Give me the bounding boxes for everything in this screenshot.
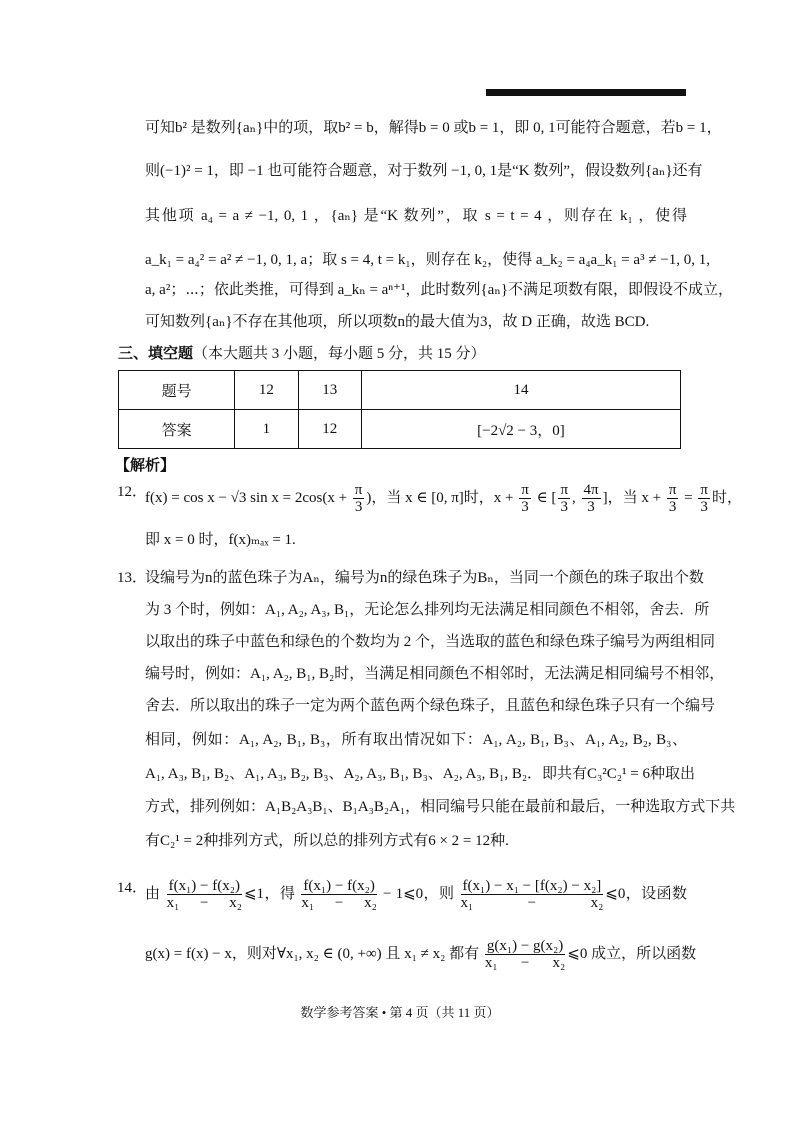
fraction: [353, 482, 365, 515]
q14-line: [145, 878, 687, 911]
analysis-label: 【解析】: [115, 458, 176, 474]
fraction: [485, 938, 565, 971]
numerator: f(x₁) − f(x₂): [303, 878, 375, 894]
table-row: [119, 410, 681, 449]
denominator: 3: [587, 499, 595, 515]
fraction: [667, 482, 679, 515]
q13-line: 以取出的珠子中蓝色和绿色的个数均为 2 个，当选取的蓝色和绿色珠子编号为两组相同: [145, 634, 716, 650]
math-text: g(x) = f(x) − x，则对∀x₁, x₂ ∈ (0, +∞) 且 x₁ ≠ x₂ 都有: [145, 945, 483, 962]
numerator: f(x₁) − f(x₂): [168, 878, 240, 894]
math-text: )，当 x ∈ [0, π]时，x +: [366, 489, 518, 506]
table-cell: 12: [298, 410, 361, 449]
q13-line: 方式，排列例如：A₁B₂A₃B₁、B₁A₃B₂A₁，相同编号只能在最前和最后，一种选取方式下共: [145, 799, 736, 815]
q13-line: 相同，例如：A₁, A₂, B₁, B₃，所有取出情况如下：A₁, A₂, B₁, B₃、A₁, A₂, B₂, B₃、: [145, 732, 687, 748]
math-text: =: [680, 489, 697, 506]
q13-line: 编号时，例如：A₁, A₂, B₁, B₂时，当满足相同颜色不相邻时，无法满足相同编号不相邻，: [145, 666, 725, 682]
fraction: [582, 482, 601, 515]
denominator: 3: [521, 499, 529, 515]
paragraph-line: 其他项 a₄ = a ≠ −1, 0, 1 ，{aₙ} 是“K 数列”，取 s = t = 4 ，则存在 k₁ ，使得: [145, 208, 687, 224]
paragraph-line: 可知b² 是数列{aₙ}中的项，取b² = b，解得b = 0 或b = 1，即 0, 1可能符合题意，若b = 1，: [145, 120, 722, 136]
numerator: 4π: [583, 482, 599, 498]
question-number: 14．: [117, 880, 148, 896]
denominator: x₁ − x₂: [484, 955, 566, 971]
fraction: [301, 878, 376, 911]
q12-line: 即 x = 0 时，f(x)ₘₐₓ = 1.: [145, 532, 296, 548]
numerator: g(x₁) − g(x₂): [486, 938, 564, 954]
section-note: （本大题共 3 小题，每小题 5 分，共 15 分）: [193, 346, 486, 362]
denominator: 3: [560, 499, 568, 515]
section-heading: [118, 342, 486, 363]
table-cell: [−2√2 − 3，0]: [361, 410, 680, 449]
math-text: ⩽0 成立，所以函数: [567, 945, 697, 962]
math-text: 由: [145, 885, 165, 902]
math-text: ]，当 x +: [602, 489, 665, 506]
math-text: ,: [572, 489, 580, 506]
header-bar: [486, 89, 686, 96]
q13-line: 为 3 个时，例如：A₁, A₂, A₃, B₁，无论怎么排列均无法满足相同颜色不相邻，舍去．所: [145, 602, 710, 618]
fraction: [461, 878, 604, 911]
math-text: ⩽1，得: [243, 885, 300, 902]
paragraph-line: 可知数列{aₙ}不存在其他项，所以项数n的最大值为3，故 D 正确，故选 BCD.: [145, 314, 650, 330]
numerator: π: [560, 482, 569, 498]
question-number: 12．: [117, 484, 148, 500]
paragraph-line: 则(−1)² = 1，即 −1 也可能符合题意，对于数列 −1, 0, 1是“K 数列”，假设数列{aₙ}还有: [145, 163, 703, 179]
math-text: 时，: [711, 489, 742, 506]
denominator: x₁ − x₂: [301, 895, 377, 911]
numerator: f(x₁) − x₁ − [f(x₂) − x₂]: [462, 878, 602, 894]
denominator: 3: [354, 499, 363, 515]
fraction: [167, 878, 242, 911]
page-footer: 数学参考答案 • 第 4 页（共 11 页）: [300, 1005, 500, 1020]
q13-line: 有C₂¹ = 2种排列方式，所以总的排列方式有6 × 2 = 12种.: [145, 833, 509, 849]
numerator: π: [700, 482, 708, 498]
table-cell: 12: [235, 371, 298, 410]
q14-line: [145, 938, 697, 971]
denominator: 3: [668, 499, 677, 515]
denominator: x₁ − x₂: [460, 895, 604, 911]
table-cell: 题号: [119, 371, 235, 410]
table-cell: 1: [235, 410, 298, 449]
fraction: [698, 482, 710, 515]
q13-line: 舍去．所以取出的珠子一定为两个蓝色两个绿色珠子，且蓝色和绿色珠子只有一个编号: [145, 698, 716, 714]
numerator: π: [521, 482, 529, 498]
answer-table: [118, 370, 681, 449]
table-cell: 答案: [119, 410, 235, 449]
q13-line: A₁, A₃, B₁, B₂、A₁, A₃, B₂, B₃、A₂, A₃, B₁, B₃、A₂, A₃, B₁, B₂．即共有C₃²C₂¹ = 6种取出: [145, 766, 695, 782]
numerator: π: [668, 482, 677, 498]
section-title: 三、填空题: [118, 346, 194, 362]
paragraph-line: a_k₁ = a₄² = a² ≠ −1, 0, 1, a；取 s = 4, t = k₁，则存在 k₂，使得 a_k₂ = a₄a_k₁ = a³ ≠ −1, 0, 1,: [145, 252, 711, 268]
math-text: ∈ [: [532, 489, 557, 506]
math-text: − 1⩽0，则: [378, 885, 459, 902]
table-cell: 13: [298, 371, 361, 410]
q12-line: [145, 482, 742, 515]
table-row: [119, 371, 681, 410]
table-cell: 14: [361, 371, 680, 410]
math-text: f(x) = cos x − √3 sin x = 2cos(x +: [145, 489, 351, 506]
math-text: ⩽0，设函数: [605, 885, 687, 902]
denominator: 3: [700, 499, 708, 515]
paragraph-line: a, a²；⋯；依此类推，可得到 a_kₙ = aⁿ⁺¹，此时数列{aₙ}不满足项数有限，即假设不成立，: [145, 282, 734, 298]
fraction: [519, 482, 531, 515]
denominator: x₁ − x₂: [166, 895, 242, 911]
fraction: [558, 482, 570, 515]
question-number: 13．: [117, 570, 148, 586]
q13-line: 设编号为n的蓝色珠子为Aₙ，编号为n的绿色珠子为Bₙ，当同一个颜色的珠子取出个数: [145, 570, 704, 586]
numerator: π: [354, 482, 363, 498]
